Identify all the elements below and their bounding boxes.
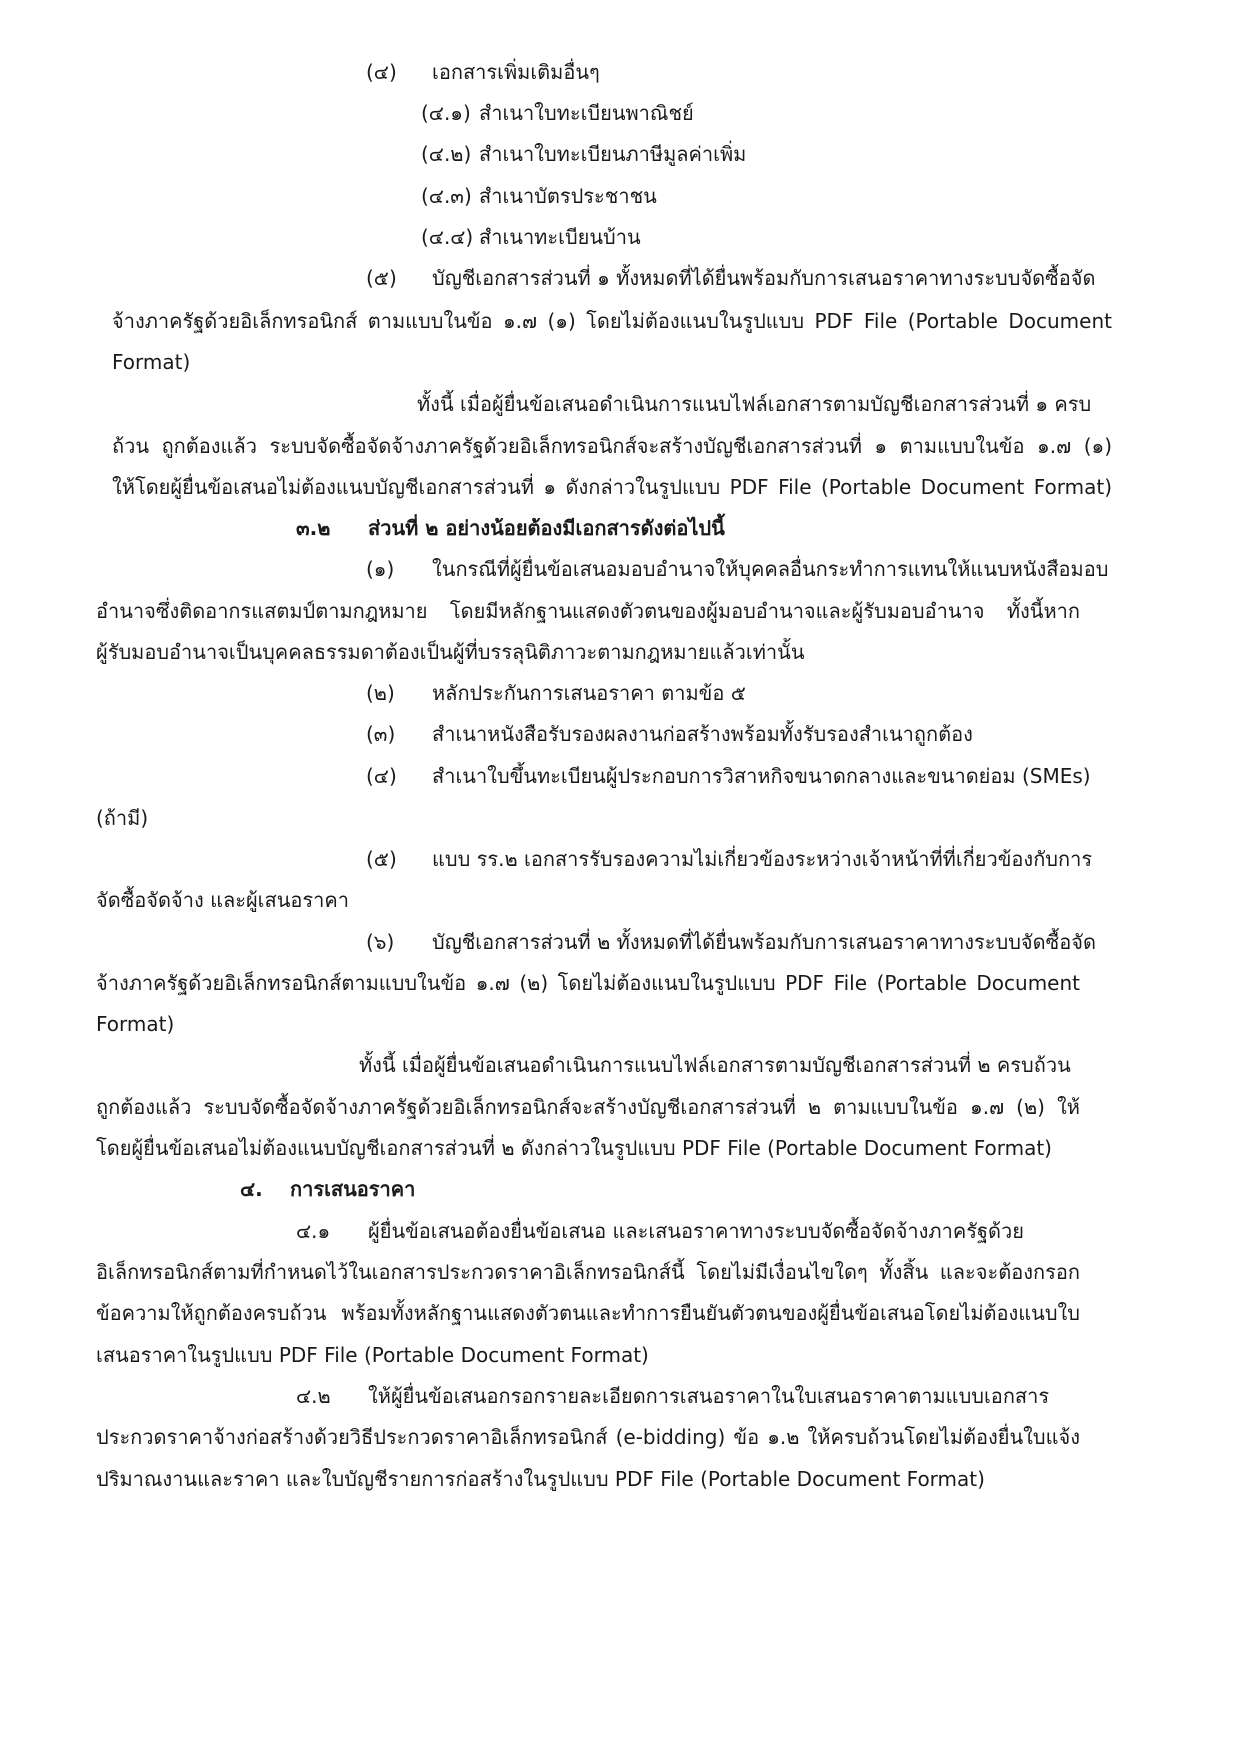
para-4-1-line-1: [296, 1216, 1024, 1246]
s2-item-2-line: [366, 678, 746, 708]
s2-item-4-line-1: [366, 761, 1091, 791]
item-text: สำเนาใบขึ้นทะเบียนผู้ประกอบการวิสาหกิจขนาดกลางและขนาดย่อม (SMEs): [432, 764, 1091, 788]
item-5-line-3: Format): [112, 350, 191, 374]
note-2-line-1: ทั้งนี้ เมื่อผู้ยื่นข้อเสนอดำเนินการแนบไฟล์เอกสารตามบัญชีเอกสารส่วนที่ ๒ ครบถ้วน: [359, 1053, 1071, 1077]
item-number: (๖): [366, 930, 395, 954]
item-4-2-line: [421, 139, 746, 169]
s2-item-5-line-1: [366, 844, 1092, 874]
item-number: (๒): [366, 681, 395, 705]
item-number: (๔.๒): [421, 142, 472, 166]
para-number: ๔.๑: [296, 1219, 331, 1243]
para-4-2-line-1: [296, 1381, 1049, 1411]
para-text: ให้ผู้ยื่นข้อเสนอกรอกรายละเอียดการเสนอราคาในใบเสนอราคาตามแบบเอกสาร: [368, 1384, 1050, 1408]
para-4-1-line-4: เสนอราคาในรูปแบบ PDF File (Portable Document Format): [96, 1343, 649, 1367]
item-number: (๔.๑): [421, 101, 471, 125]
item-4-4-line: [421, 222, 641, 252]
item-5-line-2: จ้างภาครัฐด้วยอิเล็กทรอนิกส์ ตามแบบในข้อ ๑.๗ (๑) โดยไม่ต้องแนบในรูปแบบ PDF File (Portable Document: [112, 309, 1112, 333]
item-text: สำเนาใบทะเบียนภาษีมูลค่าเพิ่ม: [479, 142, 747, 166]
s2-item-1-line-2: อำนาจซึ่งติดอากรแสตมป์ตามกฎหมาย โดยมีหลักฐานแสดงตัวตนของผู้มอบอำนาจและผู้รับมอบอำนาจ ทั้งนี้หาก: [96, 599, 1080, 623]
section-4-heading: [240, 1174, 415, 1204]
s2-item-6-line-2: จ้างภาครัฐด้วยอิเล็กทรอนิกส์ตามแบบในข้อ ๑.๗ (๒) โดยไม่ต้องแนบในรูปแบบ PDF File (Portable Document: [96, 971, 1080, 995]
item-4-1-line: [421, 98, 694, 128]
s2-item-1-line-3: ผู้รับมอบอำนาจเป็นบุคคลธรรมดาต้องเป็นผู้ที่บรรลุนิติภาวะตามกฎหมายแล้วเท่านั้น: [96, 640, 805, 664]
s2-item-6-line-1: [366, 927, 1096, 957]
item-text: สำเนาหนังสือรับรองผลงานก่อสร้างพร้อมทั้งรับรองสำเนาถูกต้อง: [432, 722, 973, 746]
para-4-1-line-3: ข้อความให้ถูกต้องครบถ้วน พร้อมทั้งหลักฐานแสดงตัวตนและทำการยืนยันตัวตนของผู้ยื่นข้อเสนอโดยไม่ต้องแนบใบ: [96, 1301, 1080, 1325]
item-text: สำเนาใบทะเบียนพาณิชย์: [479, 101, 694, 125]
item-text: แบบ รร.๒ เอกสารรับรองความไม่เกี่ยวข้องระหว่างเจ้าหน้าที่ที่เกี่ยวข้องกับการ: [432, 847, 1093, 871]
item-text: สำเนาทะเบียนบ้าน: [479, 225, 641, 249]
note-1-line-3: ให้โดยผู้ยื่นข้อเสนอไม่ต้องแนบบัญชีเอกสารส่วนที่ ๑ ดังกล่าวในรูปแบบ PDF File (Portable Document Format): [112, 475, 1112, 499]
item-number: (๔.๔): [421, 225, 474, 249]
item-4-line: [366, 57, 600, 87]
item-text: ในกรณีที่ผู้ยื่นข้อเสนอมอบอำนาจให้บุคคลอื่นกระทำการแทนให้แนบหนังสือมอบ: [432, 557, 1109, 581]
item-number: (๓): [366, 722, 396, 746]
note-2-line-3: โดยผู้ยื่นข้อเสนอไม่ต้องแนบบัญชีเอกสารส่วนที่ ๒ ดังกล่าวในรูปแบบ PDF File (Portable Document Format): [96, 1136, 1052, 1160]
para-number: ๔.๒: [296, 1384, 331, 1408]
s2-item-5-line-2: จัดซื้อจัดจ้าง และผู้เสนอราคา: [96, 888, 349, 912]
s2-item-6-line-3: Format): [96, 1012, 175, 1036]
item-text: บัญชีเอกสารส่วนที่ ๒ ทั้งหมดที่ได้ยื่นพร้อมกับการเสนอราคาทางระบบจัดซื้อจัด: [432, 930, 1096, 954]
s2-item-4-line-2: (ถ้ามี): [96, 806, 149, 830]
section-title: ส่วนที่ ๒ อย่างน้อยต้องมีเอกสารดังต่อไปนี้: [368, 516, 725, 540]
para-text: ผู้ยื่นข้อเสนอต้องยื่นข้อเสนอ และเสนอราคาทางระบบจัดซื้อจัดจ้างภาครัฐด้วย: [368, 1219, 1024, 1243]
item-number: (๑): [366, 557, 395, 581]
section-number: ๔.: [240, 1177, 263, 1201]
note-2-line-2: ถูกต้องแล้ว ระบบจัดซื้อจัดจ้างภาครัฐด้วยอิเล็กทรอนิกส์จะสร้างบัญชีเอกสารส่วนที่ ๒ ตามแบบในข้อ ๑.๗ (๒) ให้: [96, 1095, 1080, 1119]
section-3-2-heading: [296, 513, 725, 543]
note-1-line-1: ทั้งนี้ เมื่อผู้ยื่นข้อเสนอดำเนินการแนบไฟล์เอกสารตามบัญชีเอกสารส่วนที่ ๑ ครบ: [417, 392, 1092, 416]
item-text: เอกสารเพิ่มเติมอื่นๆ: [432, 60, 600, 84]
s2-item-3-line: [366, 719, 973, 749]
item-text: หลักประกันการเสนอราคา ตามข้อ ๕: [432, 681, 746, 705]
item-number: (๔.๓): [421, 184, 472, 208]
para-4-2-line-3: ปริมาณงานและราคา และใบบัญชีรายการก่อสร้างในรูปแบบ PDF File (Portable Document Format): [96, 1467, 985, 1491]
note-1-line-2: ถ้วน ถูกต้องแล้ว ระบบจัดซื้อจัดจ้างภาครัฐด้วยอิเล็กทรอนิกส์จะสร้างบัญชีเอกสารส่วนที่ ๑ ตามแบบในข้อ ๑.๗ (๑): [112, 434, 1112, 458]
para-4-1-line-2: อิเล็กทรอนิกส์ตามที่กำหนดไว้ในเอกสารประกวดราคาอิเล็กทรอนิกส์นี้ โดยไม่มีเงื่อนไขใดๆ ทั้งสิ้น และจะต้องกรอก: [96, 1260, 1080, 1284]
item-number: (๕): [366, 847, 397, 871]
item-number: (๔): [366, 60, 397, 84]
section-title: การเสนอราคา: [290, 1177, 416, 1201]
section-number: ๓.๒: [296, 516, 331, 540]
item-text: บัญชีเอกสารส่วนที่ ๑ ทั้งหมดที่ได้ยื่นพร้อมกับการเสนอราคาทางระบบจัดซื้อจัด: [432, 266, 1096, 290]
item-4-3-line: [421, 181, 657, 211]
item-5-line-1: [366, 263, 1095, 293]
item-number: (๕): [366, 266, 397, 290]
item-text: สำเนาบัตรประชาชน: [479, 184, 657, 208]
s2-item-1-line-1: [366, 554, 1108, 584]
para-4-2-line-2: ประกวดราคาจ้างก่อสร้างด้วยวิธีประกวดราคาอิเล็กทรอนิกส์ (e-bidding) ข้อ ๑.๒ ให้ครบถ้วนโดยไม่ต้องยื่นใบแจ้ง: [96, 1425, 1080, 1449]
item-number: (๔): [366, 764, 397, 788]
